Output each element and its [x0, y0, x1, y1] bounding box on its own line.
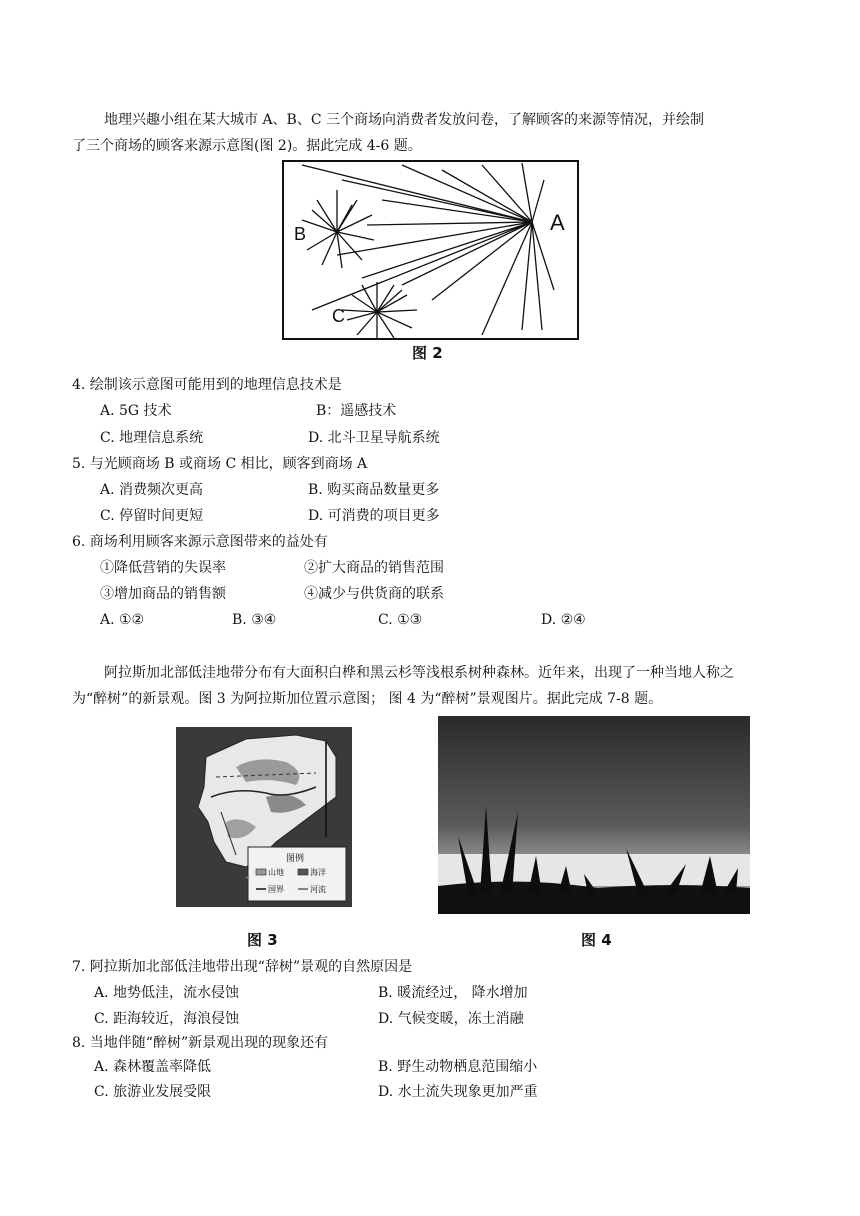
q8-option-a: A. 森林覆盖率降低: [94, 1059, 212, 1075]
figure2-label-b: B: [294, 224, 307, 244]
q4-stem: 4. 绘制该示意图可能用到的地理信息技术是: [72, 377, 342, 393]
q7-option-b: B. 暖流经过， 降水增加: [378, 985, 528, 1001]
figure3-legend-sea: 海洋: [310, 868, 326, 877]
intro2-line2: 为“醉树”的新景观。图 3 为阿拉斯加位置示意图； 图 4 为“醉树”景观图片。据此完成 7-8 题。: [72, 691, 663, 707]
q7-option-c: C. 距海较近，海浪侵蚀: [94, 1011, 240, 1027]
q5-option-d: D. 可消费的项目更多: [308, 508, 440, 524]
q6-statement-3: ③增加商品的销售额: [100, 586, 226, 602]
q7-option-a: A. 地势低洼，流水侵蚀: [94, 985, 240, 1001]
q6-statement-2: ②扩大商品的销售范围: [304, 560, 444, 576]
q8-option-c: C. 旅游业发展受限: [94, 1084, 212, 1100]
q5-stem: 5. 与光顾商场 B 或商场 C 相比，顾客到商场 A: [72, 456, 368, 472]
q7-stem: 7. 阿拉斯加北部低洼地带出现“辞树”景观的自然原因是: [72, 959, 413, 975]
figure3-legend-mountain: 山地: [268, 868, 284, 877]
figure2-caption: 图 2: [412, 344, 443, 362]
q5-option-b: B. 购买商品数量更多: [308, 482, 440, 498]
intro1-line2: 了三个商场的顾客来源示意图(图 2)。据此完成 4-6 题。: [72, 138, 422, 154]
figure4-drunken-trees-photo: [438, 716, 750, 914]
figure3-caption: 图 3: [247, 931, 278, 949]
figure3-legend-title: 图例: [286, 854, 305, 864]
q8-option-d: D. 水土流失现象更加严重: [378, 1084, 538, 1100]
q5-option-c: C. 停留时间更短: [100, 508, 204, 524]
q6-option-a: A. ①②: [100, 612, 145, 628]
intro2-line1: 阿拉斯加北部低洼地带分布有大面积白桦和黑云杉等浅根系树种森林。近年来，出现了一种当地人称之: [104, 665, 734, 681]
q4-option-d: D. 北斗卫星导航系统: [308, 430, 440, 446]
q4-option-a: A. 5G 技术: [100, 403, 172, 419]
intro1-line1: 地理兴趣小组在某大城市 A、B、C 三个商场向消费者发放问卷，了解顾客的来源等情况，并绘制: [104, 112, 705, 128]
q6-statement-1: ①降低营销的失误率: [100, 560, 226, 576]
q5-option-a: A. 消费频次更高: [100, 482, 204, 498]
q4-option-b: B：遥感技术: [316, 403, 397, 419]
q4-option-c: C. 地理信息系统: [100, 430, 204, 446]
q7-option-d: D. 气候变暖，冻土消融: [378, 1011, 524, 1027]
q6-option-b: B. ③④: [232, 612, 277, 628]
figure3-legend-river: 河流: [310, 885, 326, 894]
q6-statement-4: ④减少与供货商的联系: [304, 586, 444, 602]
q6-stem: 6. 商场利用顾客来源示意图带来的益处有: [72, 534, 328, 550]
figure4-caption: 图 4: [581, 931, 612, 949]
q6-option-d: D. ②④: [541, 612, 586, 628]
figure2-label-a: A: [550, 210, 565, 235]
q8-option-b: B. 野生动物栖息范围缩小: [378, 1059, 538, 1075]
figure2-label-c: C: [332, 306, 345, 326]
figure3-legend-border: 国界: [268, 885, 284, 894]
q8-stem: 8. 当地伴随“醉树”新景观出现的现象还有: [72, 1035, 329, 1051]
figure2-customer-source-map: [282, 160, 580, 342]
q6-option-c: C. ①③: [378, 612, 423, 628]
figure3-alaska-map: [176, 727, 352, 907]
